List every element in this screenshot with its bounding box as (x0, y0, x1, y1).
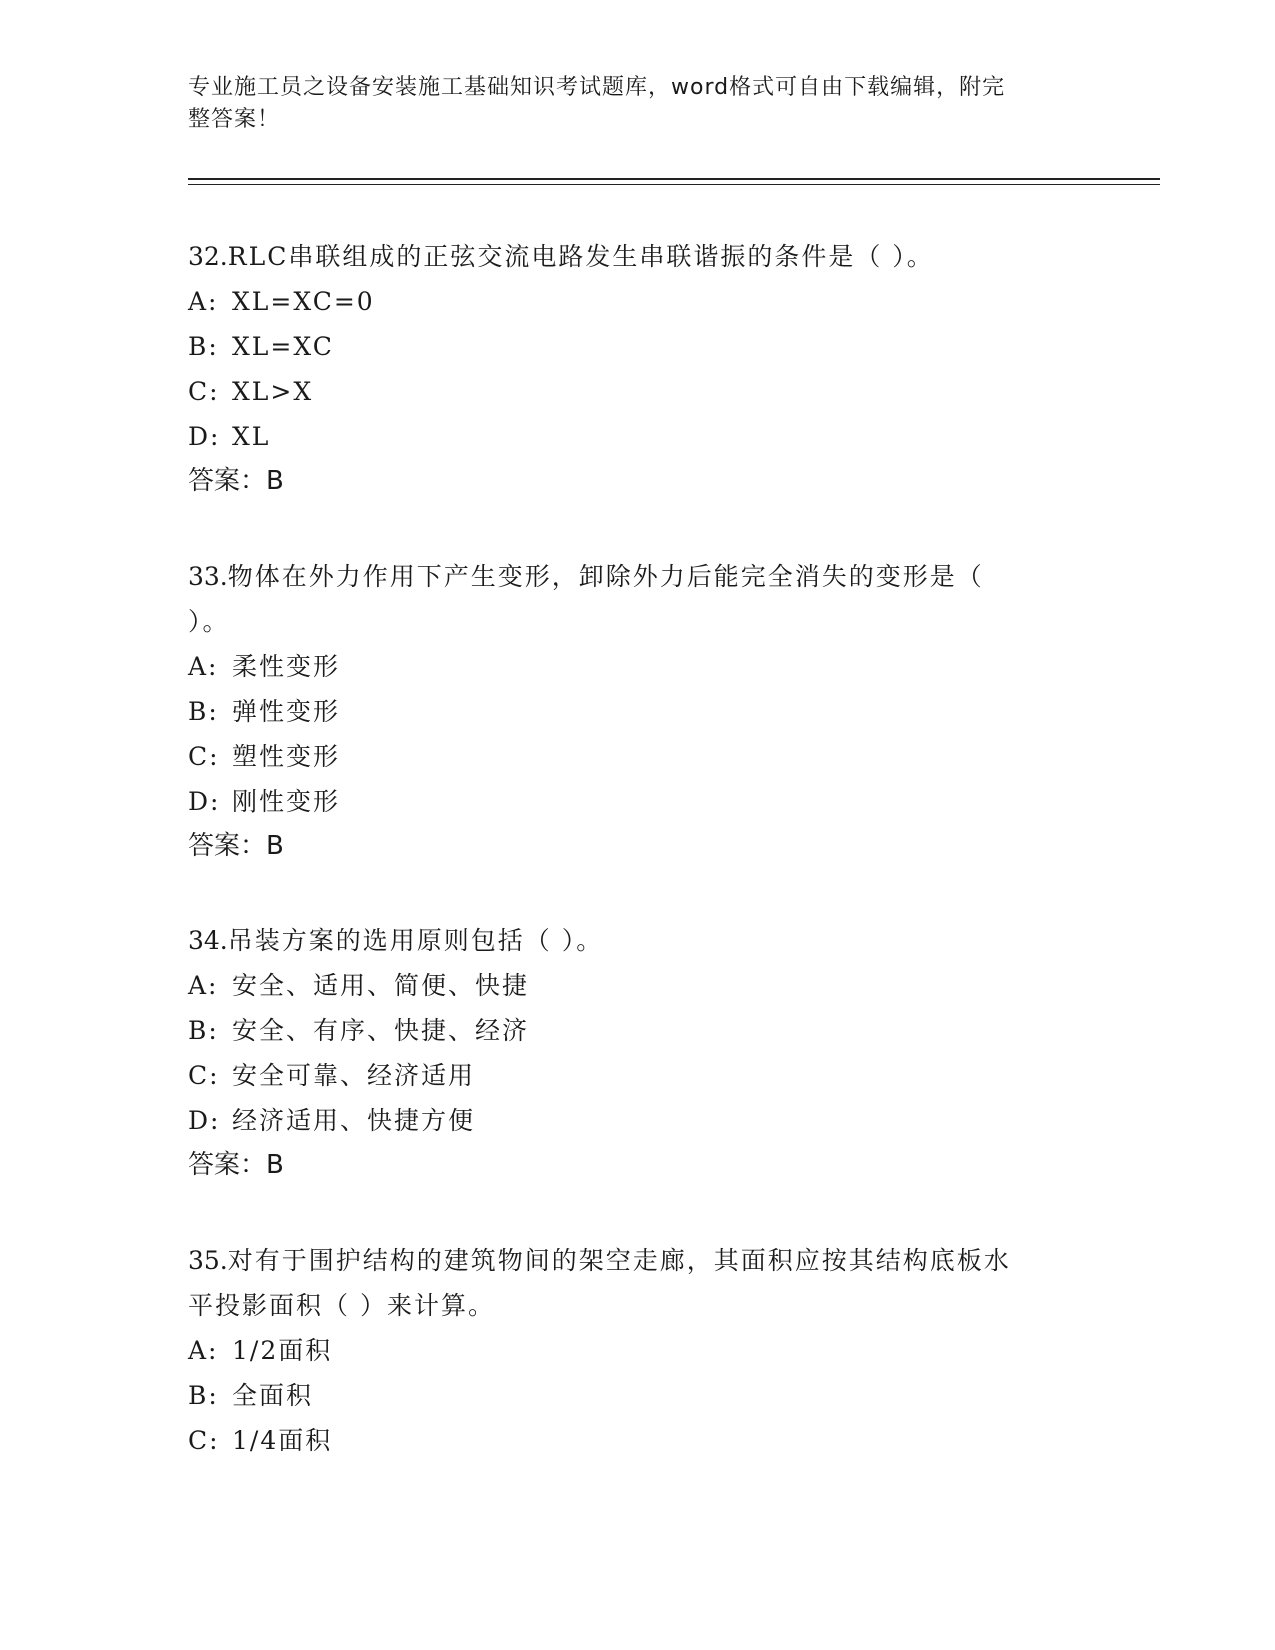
answer-line: 答案：B (188, 831, 284, 861)
option-text: 塑性变形 (232, 742, 341, 771)
option-b (188, 324, 1088, 369)
option-key: B: (188, 697, 219, 726)
option-key: B: (188, 1016, 219, 1045)
option-a (188, 279, 1088, 324)
option-text: XL=XC (232, 332, 334, 361)
option-key: A: (188, 971, 219, 1000)
option-key: C: (188, 377, 220, 406)
question-number: 35. (188, 1246, 228, 1275)
question-32 (188, 234, 1088, 504)
option-a (188, 1328, 1088, 1373)
option-text: 安全、有序、快捷、经济 (232, 1016, 530, 1045)
option-text: 柔性变形 (232, 652, 341, 681)
option-text: 经济适用、快捷方便 (232, 1106, 476, 1135)
option-text: 安全、适用、简便、快捷 (232, 971, 530, 1000)
header-divider-top (188, 178, 1160, 180)
option-d (188, 779, 1088, 824)
option-c (188, 1053, 1088, 1098)
question-stem (188, 554, 1088, 599)
option-b (188, 1008, 1088, 1053)
option-text: 刚性变形 (232, 787, 341, 816)
question-34 (188, 918, 1088, 1188)
header-line-2: 整答案！ (188, 107, 281, 132)
option-key: B: (188, 1381, 219, 1410)
option-c (188, 734, 1088, 779)
option-key: D: (188, 1106, 221, 1135)
question-stem-continued: 平投影面积（ ）来计算。 (188, 1291, 495, 1320)
option-text: 1/4面积 (232, 1426, 333, 1455)
question-text: 吊装方案的选用原则包括（ ）。 (227, 926, 604, 955)
question-33 (188, 554, 1088, 869)
option-c (188, 369, 1088, 414)
option-text: 全面积 (232, 1381, 314, 1410)
question-35 (188, 1238, 1088, 1463)
option-a (188, 644, 1088, 689)
question-text: 物体在外力作用下产生变形，卸除外力后能完全消失的变形是（ (227, 562, 984, 591)
header-line-1: 专业施工员之设备安装施工基础知识考试题库，word格式可自由下载编辑，附完 (188, 75, 1006, 100)
answer-line: 答案：B (188, 1150, 284, 1180)
option-key: B: (188, 332, 219, 361)
option-text: XL>X (232, 377, 314, 406)
option-b (188, 1373, 1088, 1418)
question-text: 对有于围护结构的建筑物间的架空走廊，其面积应按其结构底板水 (227, 1246, 1011, 1275)
option-text: 安全可靠、经济适用 (232, 1061, 476, 1090)
option-c (188, 1418, 1088, 1463)
question-number: 33. (188, 562, 228, 591)
option-b (188, 689, 1088, 734)
option-key: C: (188, 1061, 220, 1090)
option-key: A: (188, 1336, 219, 1365)
option-key: A: (188, 287, 219, 316)
option-a (188, 963, 1088, 1008)
question-number: 32. (188, 242, 228, 271)
answer-line: 答案：B (188, 466, 284, 496)
question-stem-continued: ）。 (188, 607, 230, 636)
question-number: 34. (188, 926, 228, 955)
option-key: A: (188, 652, 219, 681)
option-text: 1/2面积 (232, 1336, 333, 1365)
option-text: XL (232, 422, 271, 451)
option-d (188, 1098, 1088, 1143)
document-header (188, 72, 1068, 136)
question-stem (188, 918, 1088, 963)
question-stem (188, 1238, 1088, 1283)
option-key: D: (188, 787, 221, 816)
option-text: 弹性变形 (232, 697, 341, 726)
option-d (188, 414, 1088, 459)
option-text: XL=XC=0 (232, 287, 375, 316)
header-divider-bottom (188, 184, 1160, 185)
option-key: D: (188, 422, 221, 451)
option-key: C: (188, 742, 220, 771)
question-stem (188, 234, 1088, 279)
question-text: RLC串联组成的正弦交流电路发生串联谐振的条件是（ ）。 (227, 242, 934, 271)
option-key: C: (188, 1426, 220, 1455)
